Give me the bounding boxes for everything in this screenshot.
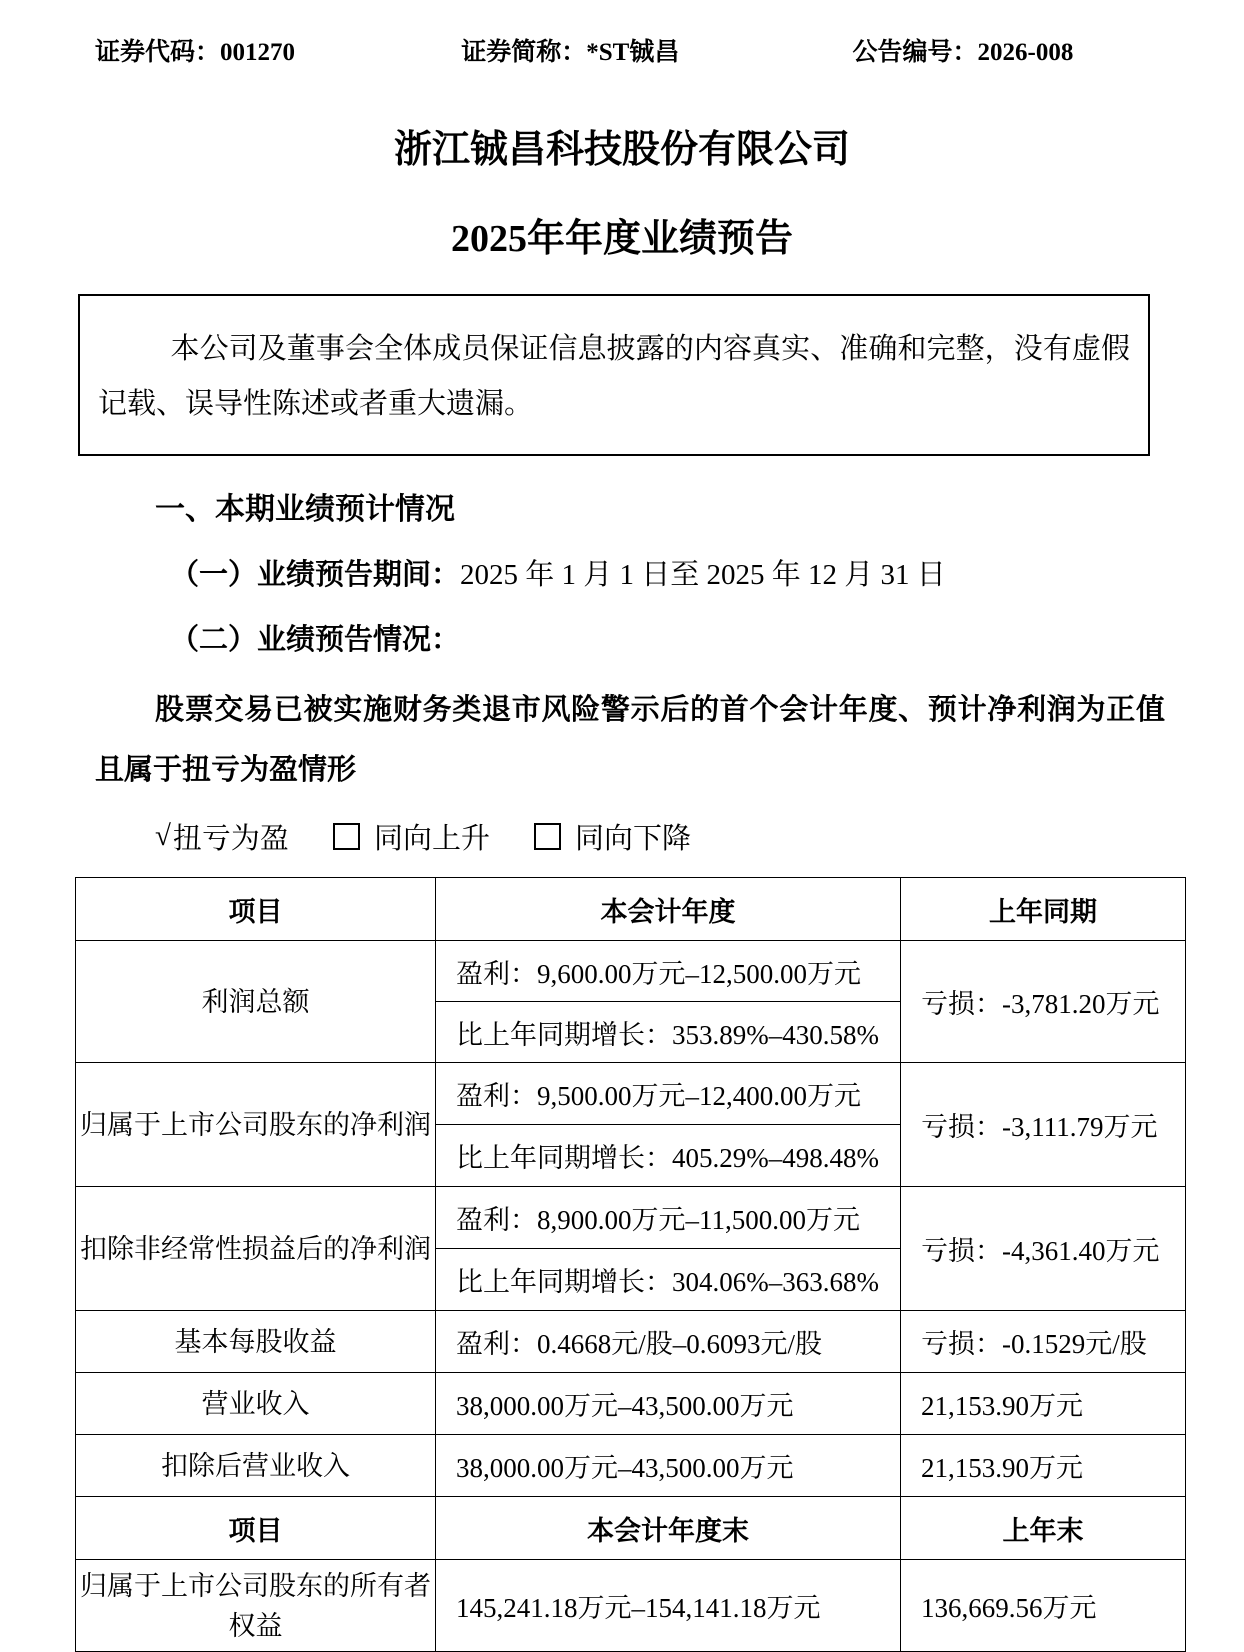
forecast-period-label: （一）业绩预告期间：: [170, 559, 461, 591]
current-profit-cell: 盈利：9,600.00万元–12,500.00万元: [436, 941, 901, 1002]
current-profit-cell: 盈利：8,900.00万元–11,500.00万元: [436, 1187, 901, 1249]
prior-cell: 亏损：-0.1529元/股: [901, 1311, 1186, 1373]
option-down-label: 同向下降: [574, 823, 691, 855]
option-up-label: 同向上升: [373, 823, 490, 855]
current-value-cell: 38,000.00万元–43,500.00万元: [436, 1373, 901, 1435]
table-header-row: [76, 878, 1186, 941]
table-row: [76, 941, 1186, 1002]
item-cell: 扣除非经常性损益后的净利润: [76, 1187, 436, 1311]
forecast-description: 股票交易已被实施财务类退市风险警示后的首个会计年度、预计净利润为正值且属于扭亏为盈情形: [95, 694, 1165, 786]
check-options-line: [155, 816, 1244, 857]
option-same-direction-down: [534, 816, 691, 857]
prior-cell: 亏损：-3,111.79万元: [901, 1063, 1186, 1187]
header-item: 项目: [76, 1497, 436, 1560]
table-row: [76, 1560, 1186, 1652]
performance-forecast-table: [75, 877, 1186, 1652]
current-growth-cell: 比上年同期增长：353.89%–430.58%: [436, 1002, 901, 1063]
current-growth-cell: 比上年同期增长：405.29%–498.48%: [436, 1125, 901, 1187]
current-growth-cell: 比上年同期增长：304.06%–363.68%: [436, 1249, 901, 1311]
header-current-year: 本会计年度: [436, 878, 901, 941]
prior-cell: 21,153.90万元: [901, 1373, 1186, 1435]
prior-cell: 21,153.90万元: [901, 1435, 1186, 1497]
item-cell: 归属于上市公司股东的净利润: [76, 1063, 436, 1187]
current-value-cell: 145,241.18万元–154,141.18万元: [436, 1560, 901, 1652]
report-title: 2025年年度业绩预告: [450, 218, 793, 260]
prior-cell: 亏损：-4,361.40万元: [901, 1187, 1186, 1311]
stock-abbreviation: 证券简称：*ST铖昌: [461, 39, 680, 66]
checkbox-down-icon: [534, 823, 561, 850]
forecast-period-line: [170, 552, 1244, 593]
stock-code: 证券代码：001270: [95, 39, 296, 66]
checkbox-up-icon: [333, 823, 360, 850]
header-current-year-end: 本会计年度末: [436, 1497, 901, 1560]
forecast-period-value: 2025 年 1 月 1 日至 2025 年 12 月 31 日: [460, 559, 946, 591]
table-header-row-2: [76, 1497, 1186, 1560]
company-title: 浙江铖昌科技股份有限公司: [393, 129, 850, 171]
document-meta: [0, 0, 1244, 68]
option-turnaround-label: 扭亏为盈: [172, 823, 289, 855]
item-cell: 利润总额: [76, 941, 436, 1063]
item-cell: 扣除后营业收入: [76, 1435, 436, 1497]
prior-cell: 136,669.56万元: [901, 1560, 1186, 1652]
item-cell: 归属于上市公司股东的所有者权益: [76, 1560, 436, 1652]
header-prior-year-end: 上年末: [901, 1497, 1186, 1560]
header-item: 项目: [76, 878, 436, 941]
disclaimer-text: 本公司及董事会全体成员保证信息披露的内容真实、准确和完整，没有虚假记载、误导性陈述或者重大遗漏。: [98, 333, 1130, 420]
check-mark-icon: √: [155, 820, 171, 852]
prior-cell: 亏损：-3,781.20万元: [901, 941, 1186, 1063]
table-row: [76, 1063, 1186, 1125]
table-row: [76, 1311, 1186, 1373]
header-prior-period: 上年同期: [901, 878, 1186, 941]
current-value-cell: 38,000.00万元–43,500.00万元: [436, 1435, 901, 1497]
announcement-number: 公告编号：2026-008: [852, 39, 1074, 66]
current-profit-cell: 盈利：9,500.00万元–12,400.00万元: [436, 1063, 901, 1125]
option-turnaround: [155, 816, 289, 857]
item-cell: 营业收入: [76, 1373, 436, 1435]
table-row: [76, 1373, 1186, 1435]
disclaimer-box: [78, 294, 1150, 456]
table-row: [76, 1435, 1186, 1497]
section-heading: 一、本期业绩预计情况: [155, 493, 455, 526]
item-cell: 基本每股收益: [76, 1311, 436, 1373]
table-row: [76, 1187, 1186, 1249]
forecast-situation-label: （二）业绩预告情况：: [170, 624, 461, 656]
current-profit-cell: 盈利：0.4668元/股–0.6093元/股: [436, 1311, 901, 1373]
option-same-direction-up: [333, 816, 490, 857]
